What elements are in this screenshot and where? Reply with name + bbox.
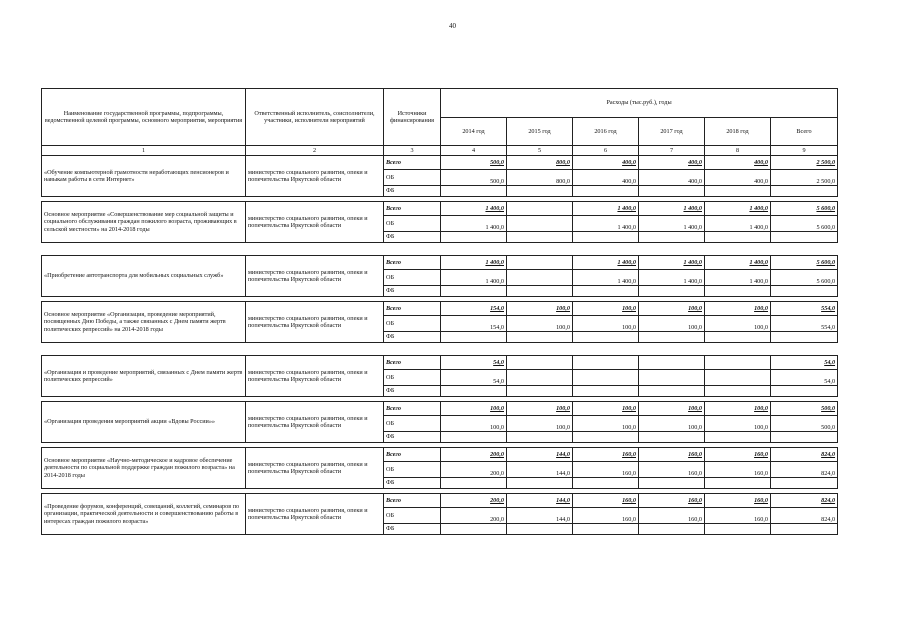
total-value-cell: 144,0 xyxy=(507,448,573,462)
source-fb-label: ФБ xyxy=(384,432,441,443)
ob-value-cell: 100,0 xyxy=(705,416,771,432)
total-value-cell: 100,0 xyxy=(705,302,771,316)
header-year: 2015 год xyxy=(507,118,573,146)
total-value-cell: 100,0 xyxy=(639,402,705,416)
fb-value-cell xyxy=(441,232,507,243)
fb-value-cell xyxy=(507,186,573,197)
source-ob-label: ОБ xyxy=(384,170,441,186)
total-value-cell: 400,0 xyxy=(705,156,771,170)
executor-name: министерство социального развития, опеки и попечительства Иркутской области xyxy=(246,448,384,489)
activity-name: «Обучение компьютерной грамотности неработающих пенсионеров и навыкам работы в сети Интернет» xyxy=(42,156,246,197)
activity-name: «Организация проведения мероприятий акции «Вдовы России»» xyxy=(42,402,246,443)
fb-value-cell xyxy=(573,186,639,197)
header-source: Источники финансирования xyxy=(384,89,441,146)
ob-value-cell: 800,0 xyxy=(507,170,573,186)
ob-value-cell: 144,0 xyxy=(507,508,573,524)
fb-value-cell xyxy=(639,432,705,443)
fb-value-cell xyxy=(507,524,573,535)
ob-value-cell xyxy=(507,370,573,386)
source-total-label: Всего xyxy=(384,494,441,508)
ob-value-cell: 144,0 xyxy=(507,462,573,478)
source-total-label: Всего xyxy=(384,202,441,216)
activity-name: Основное мероприятие «Совершенствование мер социальной защиты и социального обслуживания граждан пожилого возраста, проживающих в сельской местности» на 2014-2018 годы xyxy=(42,202,246,243)
header-year: 2018 год xyxy=(705,118,771,146)
ob-value-cell: 400,0 xyxy=(705,170,771,186)
ob-value-cell: 824,0 xyxy=(771,508,838,524)
total-value-cell: 100,0 xyxy=(705,402,771,416)
fb-value-cell xyxy=(705,386,771,397)
table-row xyxy=(42,156,838,170)
source-ob-label: ОБ xyxy=(384,270,441,286)
total-value-cell: 100,0 xyxy=(507,302,573,316)
fb-value-cell xyxy=(441,286,507,297)
total-value-cell: 1 400,0 xyxy=(573,202,639,216)
total-value-cell: 500,0 xyxy=(771,402,838,416)
total-value-cell: 1 400,0 xyxy=(441,256,507,270)
fb-value-cell xyxy=(639,524,705,535)
table-row xyxy=(42,448,838,462)
fb-value-cell xyxy=(705,524,771,535)
source-ob-label: ОБ xyxy=(384,370,441,386)
total-value-cell: 160,0 xyxy=(705,448,771,462)
total-value-cell xyxy=(573,356,639,370)
ob-value-cell: 2 500,0 xyxy=(771,170,838,186)
source-fb-label: ФБ xyxy=(384,478,441,489)
ob-value-cell: 54,0 xyxy=(771,370,838,386)
total-value-cell xyxy=(507,356,573,370)
source-fb-label: ФБ xyxy=(384,286,441,297)
total-value-cell: 100,0 xyxy=(639,302,705,316)
ob-value-cell: 200,0 xyxy=(441,462,507,478)
total-value-cell: 160,0 xyxy=(639,494,705,508)
fb-value-cell xyxy=(639,332,705,343)
table-row xyxy=(42,356,838,370)
fb-value-cell xyxy=(771,186,838,197)
total-value-cell: 154,0 xyxy=(441,302,507,316)
executor-name: министерство социального развития, опеки и попечительства Иркутской области xyxy=(246,302,384,343)
ob-value-cell: 5 600,0 xyxy=(771,216,838,232)
ob-value-cell: 1 400,0 xyxy=(441,216,507,232)
total-value-cell: 1 400,0 xyxy=(639,256,705,270)
total-value-cell: 100,0 xyxy=(507,402,573,416)
total-value-cell: 824,0 xyxy=(771,494,838,508)
source-total-label: Всего xyxy=(384,356,441,370)
table-row xyxy=(42,202,838,216)
total-value-cell: 100,0 xyxy=(573,302,639,316)
total-value-cell: 400,0 xyxy=(639,156,705,170)
ob-value-cell: 1 400,0 xyxy=(705,270,771,286)
fb-value-cell xyxy=(573,524,639,535)
ob-value-cell: 1 400,0 xyxy=(441,270,507,286)
source-ob-label: ОБ xyxy=(384,508,441,524)
header-executor: Ответственный исполнитель, соисполнители, участники, исполнители мероприятий xyxy=(246,89,384,146)
fb-value-cell xyxy=(705,286,771,297)
fb-value-cell xyxy=(573,386,639,397)
page-number: 40 xyxy=(449,22,456,30)
row-spacer xyxy=(42,343,838,356)
ob-value-cell: 824,0 xyxy=(771,462,838,478)
total-value-cell: 54,0 xyxy=(441,356,507,370)
total-value-cell: 100,0 xyxy=(573,402,639,416)
total-value-cell xyxy=(639,356,705,370)
fb-value-cell xyxy=(771,232,838,243)
fb-value-cell xyxy=(507,432,573,443)
column-number: 3 xyxy=(384,146,441,156)
ob-value-cell: 1 400,0 xyxy=(705,216,771,232)
total-value-cell: 1 400,0 xyxy=(573,256,639,270)
ob-value-cell: 554,0 xyxy=(771,316,838,332)
column-number: 6 xyxy=(573,146,639,156)
fb-value-cell xyxy=(771,386,838,397)
header-expenses: Расходы (тыс.руб.), годы xyxy=(441,89,838,118)
fb-value-cell xyxy=(771,524,838,535)
source-fb-label: ФБ xyxy=(384,524,441,535)
total-value-cell: 160,0 xyxy=(705,494,771,508)
total-value-cell: 144,0 xyxy=(507,494,573,508)
header-name: Наименование государственной программы, подпрограммы, ведомственной целевой программы, основного мероприятия, мероприятия xyxy=(42,89,246,146)
source-ob-label: ОБ xyxy=(384,462,441,478)
ob-value-cell: 100,0 xyxy=(573,316,639,332)
fb-value-cell xyxy=(573,478,639,489)
source-total-label: Всего xyxy=(384,302,441,316)
total-value-cell: 1 400,0 xyxy=(441,202,507,216)
header-year: 2017 год xyxy=(639,118,705,146)
ob-value-cell: 160,0 xyxy=(573,462,639,478)
source-total-label: Всего xyxy=(384,448,441,462)
activity-name: «Организация и проведение мероприятий, связанных с Днем памяти жертв политических репрессий» xyxy=(42,356,246,397)
fb-value-cell xyxy=(507,386,573,397)
ob-value-cell: 100,0 xyxy=(639,316,705,332)
column-number: 8 xyxy=(705,146,771,156)
fb-value-cell xyxy=(573,232,639,243)
ob-value-cell: 400,0 xyxy=(639,170,705,186)
total-value-cell: 160,0 xyxy=(573,494,639,508)
total-value-cell xyxy=(507,256,573,270)
ob-value-cell xyxy=(573,370,639,386)
activity-name: «Приобретение автотранспорта для мобильных социальных служб» xyxy=(42,256,246,297)
source-total-label: Всего xyxy=(384,256,441,270)
ob-value-cell: 100,0 xyxy=(705,316,771,332)
fb-value-cell xyxy=(639,232,705,243)
fb-value-cell xyxy=(705,332,771,343)
fb-value-cell xyxy=(639,186,705,197)
ob-value-cell: 100,0 xyxy=(507,416,573,432)
header-year: 2014 год xyxy=(441,118,507,146)
row-spacer xyxy=(42,243,838,256)
ob-value-cell: 200,0 xyxy=(441,508,507,524)
fb-value-cell xyxy=(573,432,639,443)
table-row xyxy=(42,494,838,508)
fb-value-cell xyxy=(705,478,771,489)
ob-value-cell: 1 400,0 xyxy=(573,216,639,232)
total-value-cell xyxy=(705,356,771,370)
ob-value-cell: 100,0 xyxy=(573,416,639,432)
executor-name: министерство социального развития, опеки и попечительства Иркутской области xyxy=(246,356,384,397)
ob-value-cell: 1 400,0 xyxy=(573,270,639,286)
total-value-cell: 5 600,0 xyxy=(771,202,838,216)
column-number: 2 xyxy=(246,146,384,156)
budget-table xyxy=(41,88,838,535)
table-row xyxy=(42,302,838,316)
ob-value-cell: 54,0 xyxy=(441,370,507,386)
fb-value-cell xyxy=(639,286,705,297)
executor-name: министерство социального развития, опеки и попечительства Иркутской области xyxy=(246,402,384,443)
total-value-cell: 160,0 xyxy=(639,448,705,462)
source-ob-label: ОБ xyxy=(384,216,441,232)
total-value-cell: 1 400,0 xyxy=(639,202,705,216)
fb-value-cell xyxy=(705,432,771,443)
total-value-cell: 1 400,0 xyxy=(705,256,771,270)
total-value-cell: 824,0 xyxy=(771,448,838,462)
fb-value-cell xyxy=(441,186,507,197)
executor-name: министерство социального развития, опеки и попечительства Иркутской области xyxy=(246,256,384,297)
ob-value-cell: 160,0 xyxy=(573,508,639,524)
fb-value-cell xyxy=(441,332,507,343)
total-value-cell: 1 400,0 xyxy=(705,202,771,216)
source-fb-label: ФБ xyxy=(384,332,441,343)
source-total-label: Всего xyxy=(384,402,441,416)
fb-value-cell xyxy=(507,332,573,343)
fb-value-cell xyxy=(771,478,838,489)
source-fb-label: ФБ xyxy=(384,186,441,197)
column-number: 7 xyxy=(639,146,705,156)
source-fb-label: ФБ xyxy=(384,386,441,397)
total-value-cell: 200,0 xyxy=(441,494,507,508)
table-body xyxy=(42,156,838,535)
executor-name: министерство социального развития, опеки и попечительства Иркутской области xyxy=(246,156,384,197)
ob-value-cell: 500,0 xyxy=(771,416,838,432)
ob-value-cell: 500,0 xyxy=(441,170,507,186)
ob-value-cell xyxy=(639,370,705,386)
source-fb-label: ФБ xyxy=(384,232,441,243)
activity-name: Основное мероприятие «Организация, проведение мероприятий, посвященных Дню Победы, а также связанных с Днем памяти жертв политических репрессий» на 2014-2018 годы xyxy=(42,302,246,343)
fb-value-cell xyxy=(705,186,771,197)
executor-name: министерство социального развития, опеки и попечительства Иркутской области xyxy=(246,202,384,243)
fb-value-cell xyxy=(639,478,705,489)
fb-value-cell xyxy=(441,524,507,535)
ob-value-cell xyxy=(705,370,771,386)
ob-value-cell: 100,0 xyxy=(639,416,705,432)
total-value-cell: 160,0 xyxy=(573,448,639,462)
activity-name: «Проведение форумов, конференций, совещаний, коллегий, семинаров по организации, практической деятельности и совершенствованию работы в интересах граждан пожилого возраста» xyxy=(42,494,246,535)
ob-value-cell: 160,0 xyxy=(639,462,705,478)
ob-value-cell: 160,0 xyxy=(705,462,771,478)
spacer-cell xyxy=(42,343,838,356)
column-number: 1 xyxy=(42,146,246,156)
column-number: 4 xyxy=(441,146,507,156)
ob-value-cell: 400,0 xyxy=(573,170,639,186)
total-value-cell: 400,0 xyxy=(573,156,639,170)
total-value-cell: 554,0 xyxy=(771,302,838,316)
header-total: Всего xyxy=(771,118,838,146)
ob-value-cell xyxy=(507,270,573,286)
fb-value-cell xyxy=(573,286,639,297)
ob-value-cell: 154,0 xyxy=(441,316,507,332)
table-row xyxy=(42,402,838,416)
fb-value-cell xyxy=(507,286,573,297)
ob-value-cell xyxy=(507,216,573,232)
ob-value-cell: 1 400,0 xyxy=(639,216,705,232)
fb-value-cell xyxy=(771,432,838,443)
ob-value-cell: 160,0 xyxy=(705,508,771,524)
total-value-cell: 800,0 xyxy=(507,156,573,170)
total-value-cell: 100,0 xyxy=(441,402,507,416)
header-year: 2016 год xyxy=(573,118,639,146)
column-number: 9 xyxy=(771,146,838,156)
ob-value-cell: 160,0 xyxy=(639,508,705,524)
source-ob-label: ОБ xyxy=(384,416,441,432)
spacer-cell xyxy=(42,243,838,256)
total-value-cell xyxy=(507,202,573,216)
fb-value-cell xyxy=(441,432,507,443)
fb-value-cell xyxy=(771,286,838,297)
fb-value-cell xyxy=(507,232,573,243)
fb-value-cell xyxy=(441,386,507,397)
total-value-cell: 200,0 xyxy=(441,448,507,462)
total-value-cell: 2 500,0 xyxy=(771,156,838,170)
activity-name: Основное мероприятие «Научно-методическое и кадровое обеспечение деятельности по социальной поддержке граждан пожилого возраста» на 2014-2018 годы xyxy=(42,448,246,489)
table-row xyxy=(42,256,838,270)
total-value-cell: 54,0 xyxy=(771,356,838,370)
executor-name: министерство социального развития, опеки и попечительства Иркутской области xyxy=(246,494,384,535)
ob-value-cell: 5 600,0 xyxy=(771,270,838,286)
ob-value-cell: 100,0 xyxy=(441,416,507,432)
fb-value-cell xyxy=(441,478,507,489)
total-value-cell: 500,0 xyxy=(441,156,507,170)
fb-value-cell xyxy=(573,332,639,343)
ob-value-cell: 100,0 xyxy=(507,316,573,332)
total-value-cell: 5 600,0 xyxy=(771,256,838,270)
fb-value-cell xyxy=(771,332,838,343)
fb-value-cell xyxy=(507,478,573,489)
ob-value-cell: 1 400,0 xyxy=(639,270,705,286)
source-total-label: Всего xyxy=(384,156,441,170)
fb-value-cell xyxy=(705,232,771,243)
column-number: 5 xyxy=(507,146,573,156)
source-ob-label: ОБ xyxy=(384,316,441,332)
fb-value-cell xyxy=(639,386,705,397)
